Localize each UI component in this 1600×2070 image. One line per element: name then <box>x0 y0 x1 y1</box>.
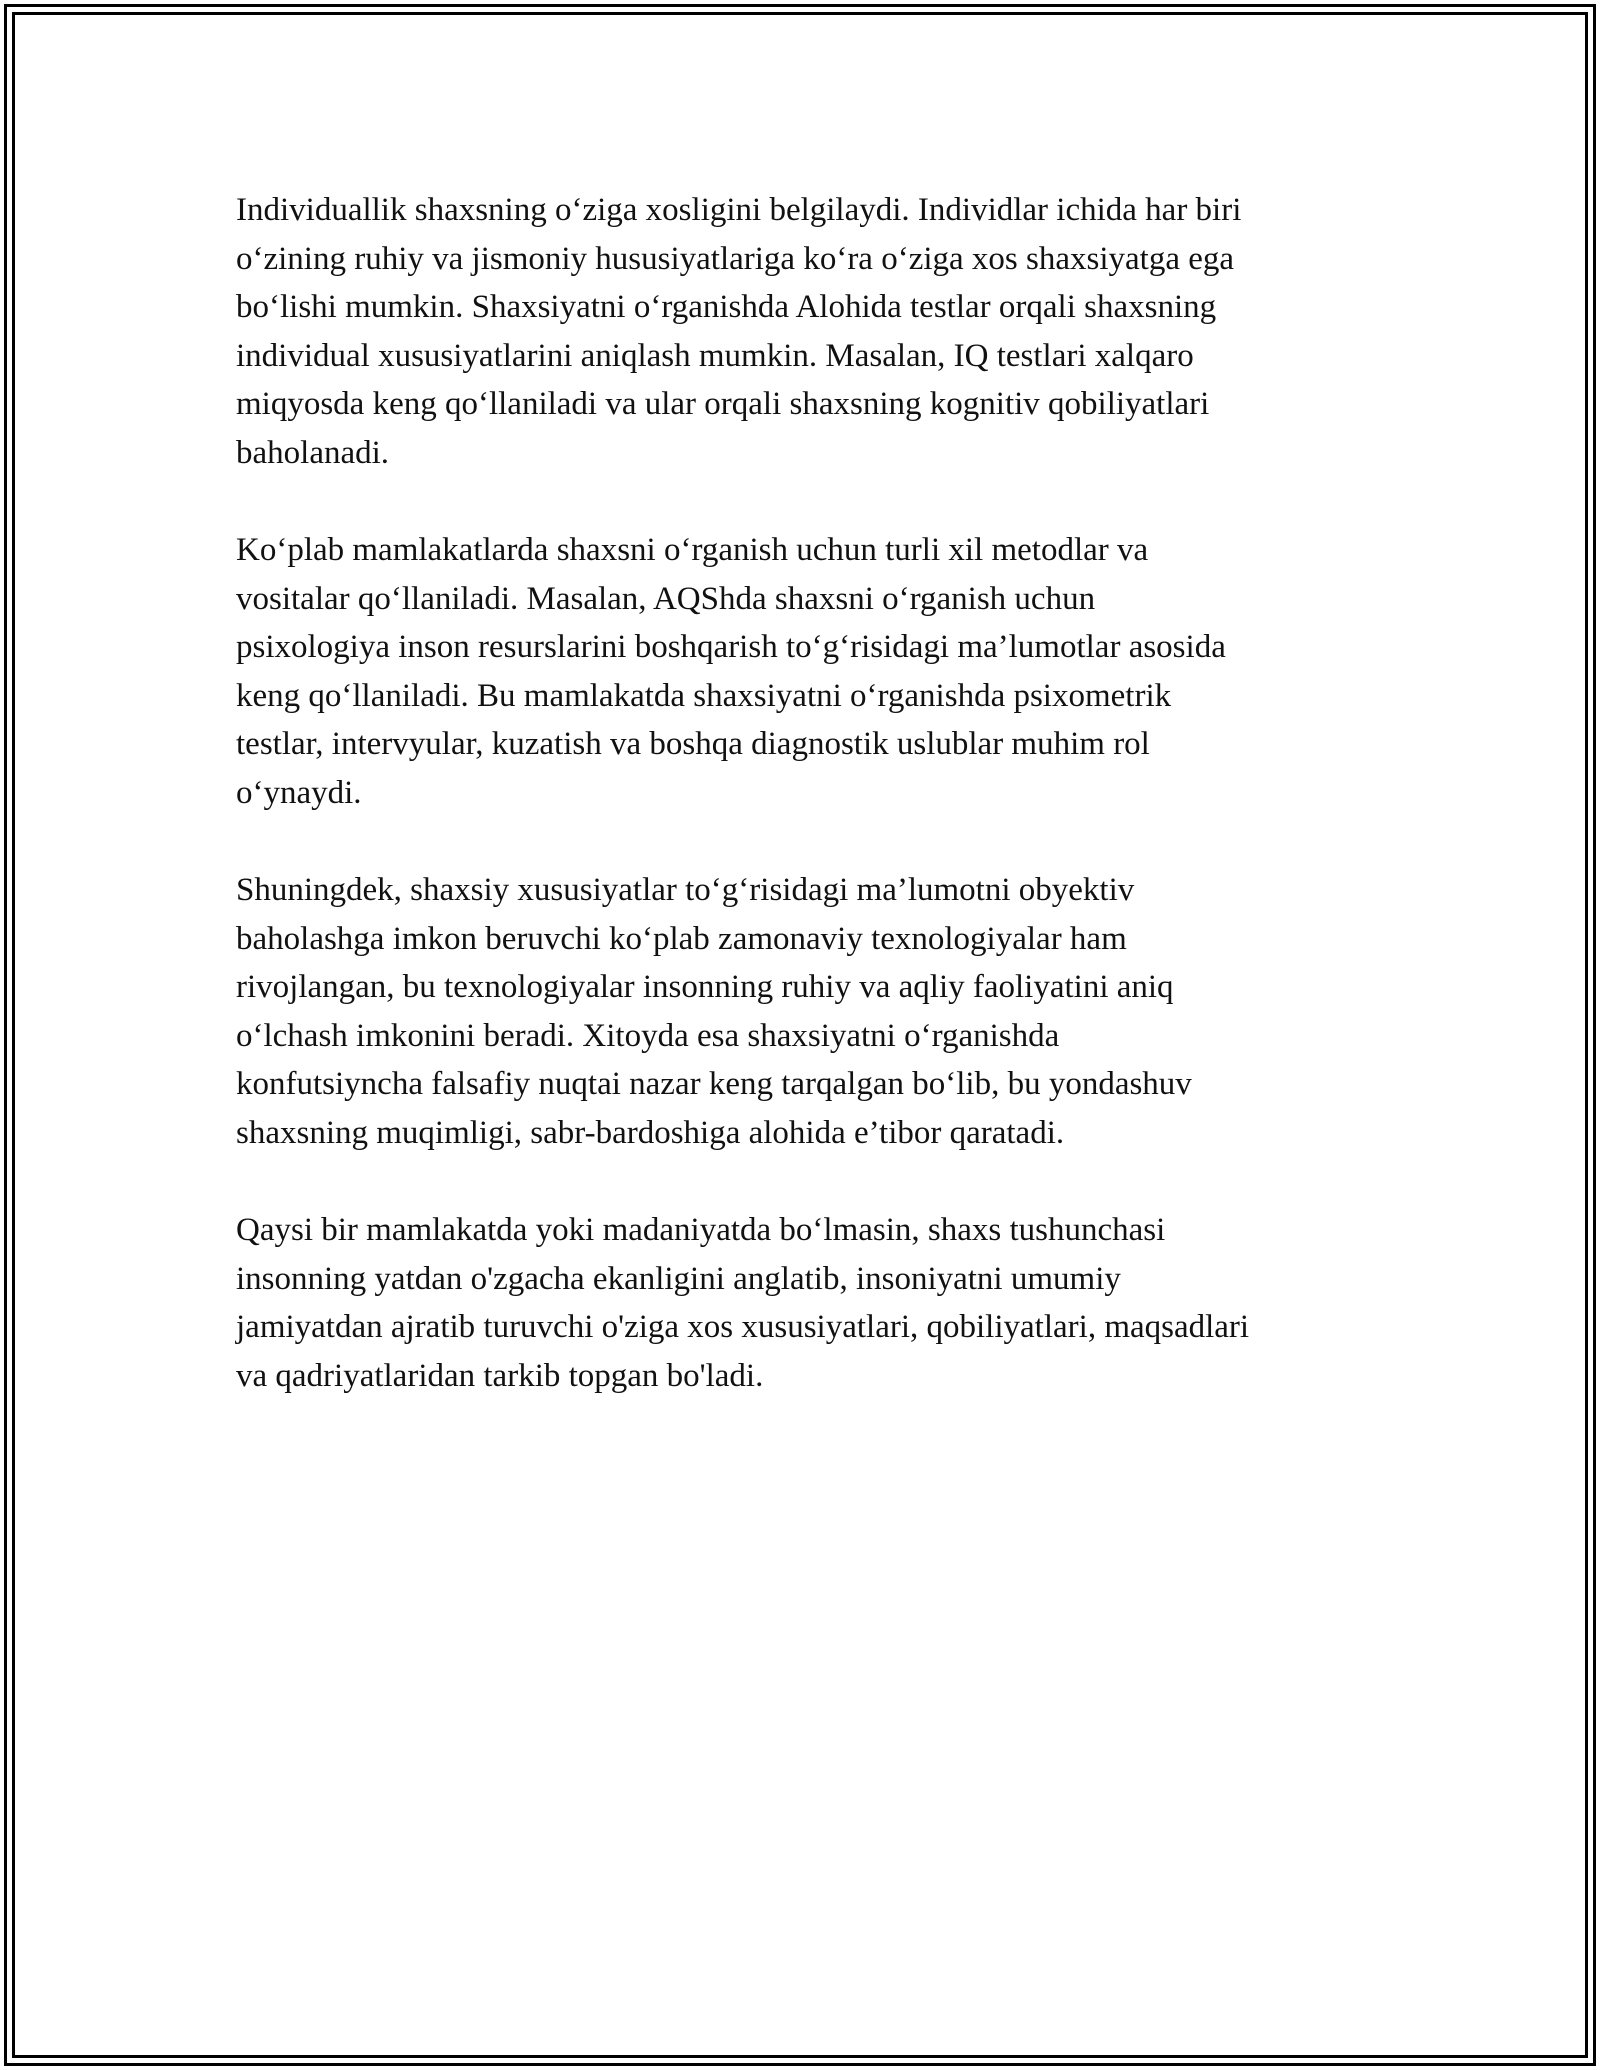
paragraph-individuality: Individuallik shaxsning o‘ziga xosligini belgilaydi. Individlar ichida har biri o‘zining ruhiy va jismoniy hususiyatlariga ko‘ra o‘ziga xos shaxsiyatga ega bo‘lishi mumkin. Shaxsiyatni o‘rganishda Alohida testlar orqali shaxsning individual xususiyatlarini aniqlash mumkin. Masalan, IQ testlari xalqaro miqyosda keng qo‘llaniladi va ular orqali shaxsning kognitiv qobiliyatlari baholanadi. <box>236 192 1242 471</box>
paragraph-methods: Ko‘plab mamlakatlarda shaxsni o‘rganish uchun turli xil metodlar va vositalar qo‘llaniladi. Masalan, AQShda shaxsni o‘rganish uchun psixologiya inson resurslarini boshqarish to‘g‘risidagi ma’lumotlar asosida keng qo‘llaniladi. Bu mamlakatda shaxsiyatni o‘rganishda psixometrik testlar, intervyular, kuzatish va boshqa diagnostik uslublar muhim rol o‘ynaydi. <box>236 532 1226 811</box>
paragraph-technologies: Shuningdek, shaxsiy xususiyatlar to‘g‘risidagi ma’lumotni obyektiv baholashga imkon beruvchi ko‘plab zamonaviy texnologiyalar ham rivojlangan, bu texnologiyalar insonning ruhiy va aqliy faoliyatini aniq o‘lchash imkonini beradi. Xitoyda esa shaxsiyatni o‘rganishda konfutsiyncha falsafiy nuqtai nazar keng tarqalgan bo‘lib, bu yondashuv shaxsning muqimligi, sabr-bardoshiga alohida e’tibor qaratadi. <box>236 872 1192 1151</box>
paragraph-conclusion: Qaysi bir mamlakatda yoki madaniyatda bo‘lmasin, shaxs tushunchasi insonning yatdan o'zgacha ekanligini anglatib, insoniyatni umumiy jamiyatdan ajratib turuvchi o'ziga xos xususiyatlari, qobiliyatlari, maqsadlari va qadriyatlaridan tarkib topgan bo'ladi. <box>236 1212 1250 1394</box>
document-body <box>236 186 1376 1449</box>
